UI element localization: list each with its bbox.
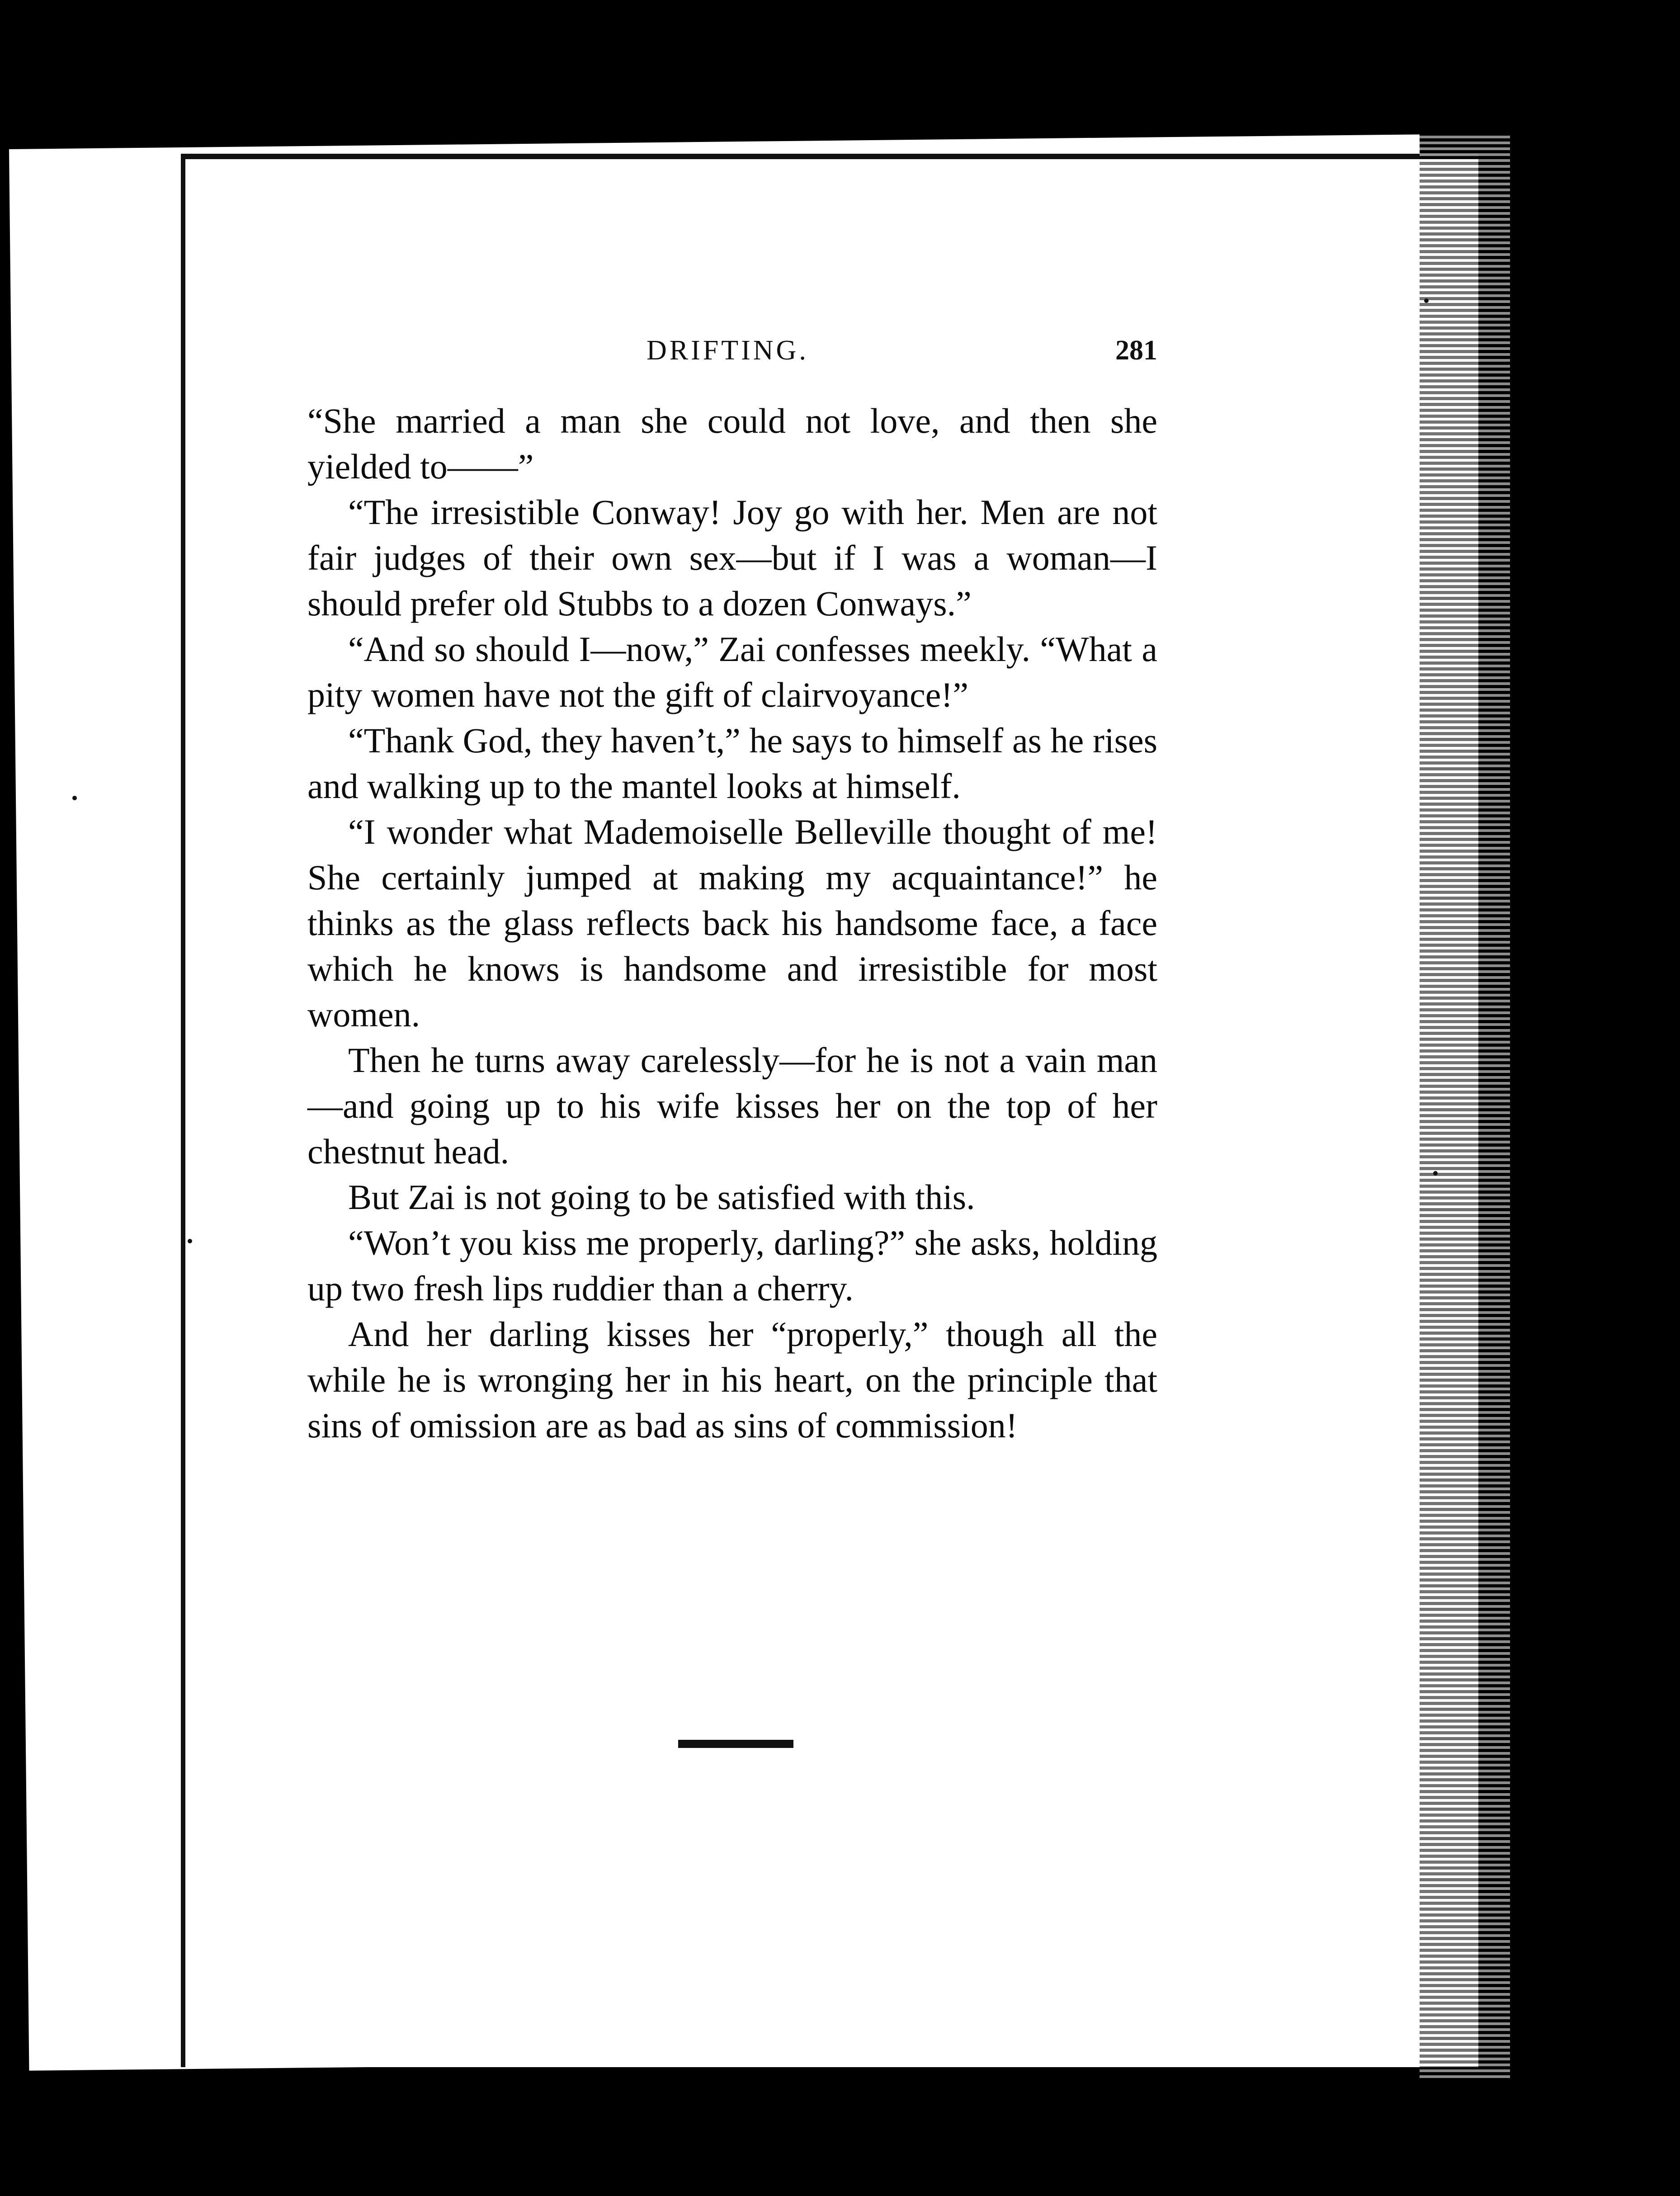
paragraph: Then he turns away carelessly—for he is not a vain man—and going up to his wife kisses her on the top of her chestnut head. <box>307 1040 1157 1171</box>
paragraph: “The irresistible Conway! Joy go with her. Men are not fair judges of their own sex—but if I was a woman—I should prefer old Stubbs to a dozen Conways.” <box>307 492 1157 623</box>
paragraph: But Zai is not going to be satisfied with this. <box>348 1177 975 1217</box>
scan-speck <box>188 1239 192 1243</box>
paragraph: “She married a man she could not love, and then she yielded to——” <box>307 401 1157 486</box>
scan-speck <box>72 796 77 800</box>
end-rule <box>678 1740 793 1748</box>
paragraph: “And so should I—now,” Zai confesses meekly. “What a pity women have not the gift of clairvoyance!” <box>307 629 1157 714</box>
page-number: 281 <box>1115 335 1157 366</box>
scan-speck <box>1433 1171 1438 1176</box>
paragraph: “Thank God, they haven’t,” he says to himself as he rises and walking up to the mantel looks at himself. <box>307 721 1157 806</box>
running-title: DRIFTING. <box>647 335 809 366</box>
page-header <box>647 335 1157 384</box>
paragraph: And her darling kisses her “properly,” though all the while he is wronging her in his heart, on the principle that sins of omission are as bad as sins of commission! <box>307 1314 1157 1445</box>
paragraph: “Won’t you kiss me properly, darling?” she asks, holding up two fresh lips ruddier than a cherry. <box>307 1223 1157 1308</box>
scan-speck <box>1424 298 1429 303</box>
body-text <box>307 398 1157 1448</box>
paragraph: “I wonder what Mademoiselle Belleville thought of me! She certainly jumped at making my acquaintance!” he thinks as the glass reflects back his handsome face, a face which he knows is handsome and irresistible for most women. <box>307 812 1157 1034</box>
page-edge-noise <box>1420 136 1510 2080</box>
